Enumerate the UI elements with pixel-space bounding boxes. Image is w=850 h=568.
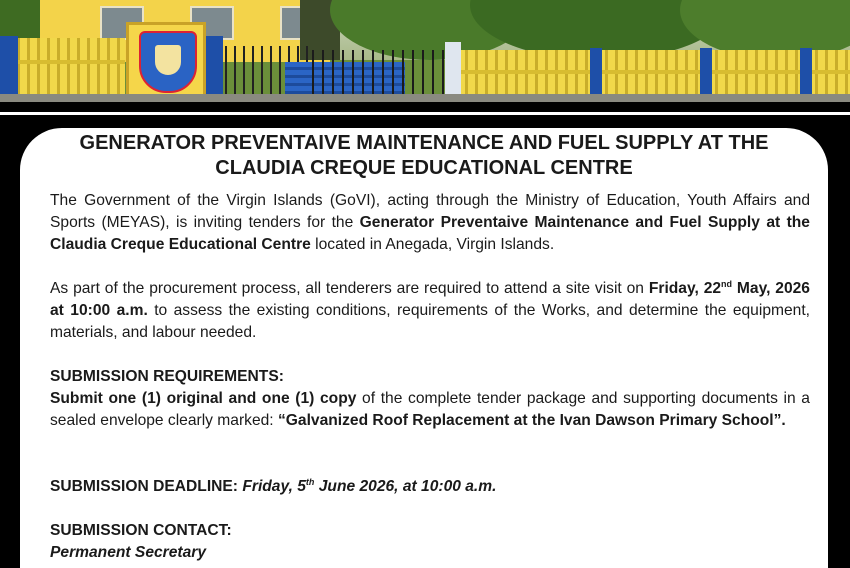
copies-requirement: Submit one (1) original and one (1) copy xyxy=(50,390,357,407)
submission-contact-heading: SUBMISSION CONTACT: xyxy=(50,522,232,539)
notice-card xyxy=(20,128,828,568)
intro-paragraph: The Government of the Virgin Islands (GoVI), acting through the Ministry of Education, Youth Affairs and Sports (MEYAS), is inviting tenders for the Generator Preventaive Maintenance and Fuel Supply at the Claudia Creque Educational Centre located in Anegada, Virgin Islands. xyxy=(50,192,810,253)
divider-line xyxy=(0,112,850,115)
project-name: Generator Preventaive Maintenance and Fuel Supply at the Claudia Creque Educational Centre xyxy=(50,214,810,253)
submission-contact xyxy=(50,520,810,564)
title-line-2: CLAUDIA CREQUE EDUCATIONAL CENTRE xyxy=(215,157,633,179)
submission-deadline-heading: SUBMISSION DEADLINE: xyxy=(50,478,239,495)
submission-deadline xyxy=(50,476,810,498)
yellow-fence xyxy=(0,38,125,96)
notice-title xyxy=(20,131,828,181)
envelope-marking: “Galvanized Roof Replacement at the Ivan Dawson Primary School”. xyxy=(277,412,786,429)
contact-title: Permanent Secretary xyxy=(50,544,207,561)
submission-requirements: SUBMISSION REQUIREMENTS: Submit one (1) original and one (1) copy of the complete tender package and supporting documents in a sealed envelope clearly marked: “Galvanized Roof Replacement at the Ivan Dawson Primary School”. xyxy=(50,368,810,429)
header-photo xyxy=(0,0,850,102)
site-visit-paragraph: As part of the procurement process, all tenderers are required to attend a site visit on Friday, 22nd May, 2026 at 10:00 a.m. to assess the existing conditions, requirements of the Works, and determine the equipment, materials, and labour needed. xyxy=(50,278,810,341)
submission-requirements-heading: SUBMISSION REQUIREMENTS: xyxy=(50,368,284,385)
title-line-1: GENERATOR PREVENTAIVE MAINTENANCE AND FUEL SUPPLY AT THE xyxy=(79,132,769,154)
deadline-date: Friday, 5th June 2026, at 10:00 a.m. xyxy=(242,476,497,495)
school-crest-image xyxy=(126,22,206,102)
site-visit-date: Friday, 22nd May, 2026 at 10:00 a.m. xyxy=(50,278,810,319)
